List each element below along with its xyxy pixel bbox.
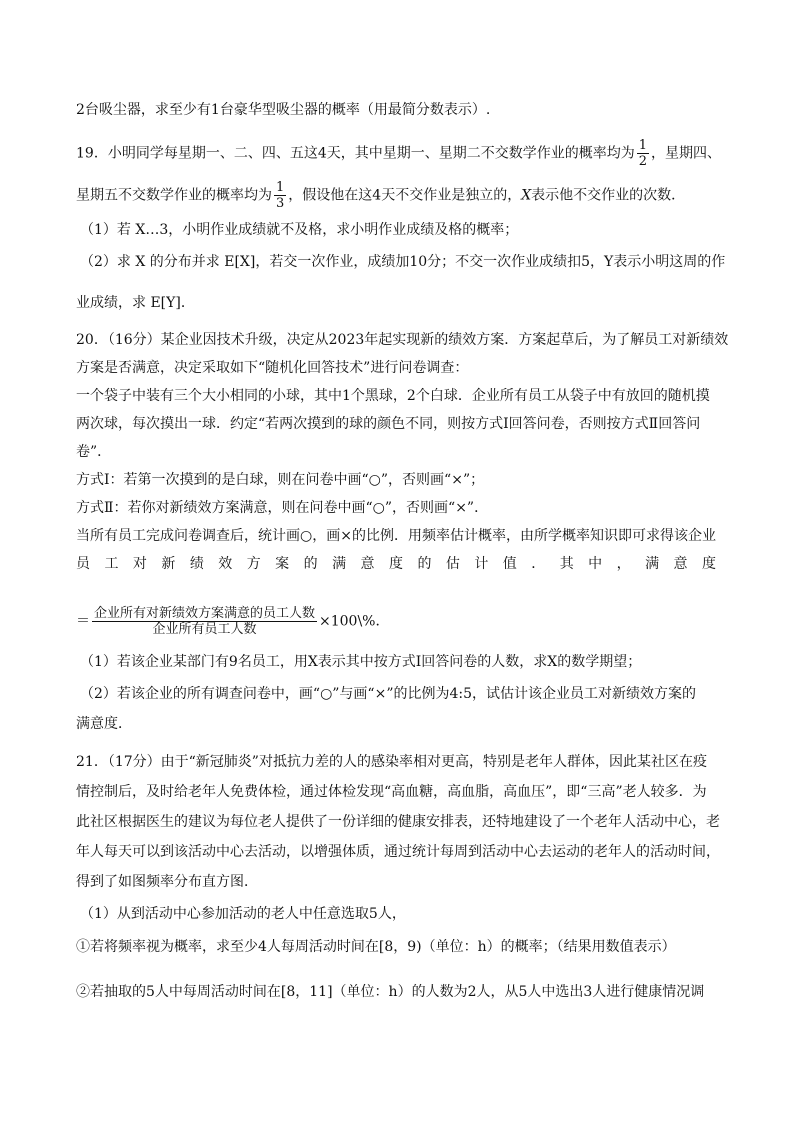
q20-line-2: 方案是否满意，决定采取如下“随机化回答技术”进行问卷调查： — [76, 360, 469, 376]
fraction-denominator: 3 — [276, 196, 285, 211]
fraction-numerator: 1 — [638, 138, 648, 153]
fraction-numerator: 1 — [276, 180, 285, 195]
word: 度 — [388, 556, 403, 572]
equals-sign: ＝ — [76, 613, 90, 630]
word: 效 — [218, 556, 233, 572]
q19-text-c: 星期五不交数学作业的概率均为 — [76, 187, 272, 204]
word: 满 — [645, 556, 660, 572]
q20-satisfaction-formula — [76, 606, 390, 637]
q20-part-1: （1）若该企业某部门有9名员工，用X表示其中按方式Ⅰ回答问卷的人数，求X的数学期望； — [80, 654, 642, 670]
q21-line-4: 年人每天可以到该活动中心去活动，以增强体质，通过统计每周到活动中心去运动的老年人的活动时间， — [76, 844, 720, 860]
word: 方 — [246, 556, 261, 572]
q21-sub-2: ②若抽取的5人中每周活动时间在[8，11]（单位：h）的人数为2人，从5人中选出3人进行健康情况调 — [76, 984, 705, 1000]
word: ， — [616, 556, 631, 572]
fraction-numerator: 企业所有对新绩效方案满意的员工人数 — [94, 606, 316, 621]
word: 估 — [445, 556, 460, 572]
q20-line-9 — [76, 554, 716, 574]
word: 意 — [673, 556, 688, 572]
word: ． — [531, 556, 546, 572]
q20-method-1: 方式Ⅰ：若第一次摸到的是白球，则在问卷中画“○”，否则画“×”； — [76, 472, 485, 488]
word: 意 — [360, 556, 375, 572]
word: 案 — [275, 556, 290, 572]
satisfaction-fraction — [92, 606, 317, 637]
variable-x: X — [521, 187, 532, 204]
word: 绩 — [189, 556, 204, 572]
q21-line-2: 情控制后，及时给老年人免费体检，通过体检发现“高血糖，高血脂，高血压”，即“三高”老人较多．为 — [76, 784, 707, 800]
fraction-one-half — [637, 138, 649, 169]
word: 其 — [559, 556, 574, 572]
word: 中 — [588, 556, 603, 572]
fraction-denominator: 企业所有员工人数 — [152, 622, 257, 637]
word: 对 — [132, 556, 147, 572]
word: 工 — [104, 556, 119, 572]
word: 的 — [303, 556, 318, 572]
word: 的 — [417, 556, 432, 572]
q20-line-5: 卷”． — [76, 444, 112, 460]
q20-line-8: 当所有员工完成问卷调查后，统计画○，画×的比例．用频率估计概率，由所学概率知识即可求得该企业 — [76, 528, 716, 544]
q20-part-2: （2）若该企业的所有调查问卷中，画“○”与画“×”的比例为4:5，试估计该企业员工对新绩效方案的 — [80, 686, 697, 702]
q19-part-2: （2）求 X 的分布并求 E[X]，若交一次作业，成绩加10分；不交一次作业成绩扣5，Y表示小明这周的作 — [80, 254, 726, 270]
word: 员 — [76, 556, 90, 572]
fraction-denominator: 2 — [638, 154, 648, 169]
word: 值 — [502, 556, 517, 572]
q19-line-1 — [76, 138, 721, 169]
q19-text-f: 表示他不交作业的次数． — [531, 187, 686, 204]
q21-line-5: 得到了如图频率分布直方图． — [76, 874, 258, 890]
q19-text-a: 19．小明同学每星期一、二、四、五这4天，其中星期一、星期二不交数学作业的概率均为 — [76, 145, 635, 162]
q19-text-b: ，星期四、 — [651, 145, 722, 162]
word: 新 — [161, 556, 176, 572]
q21-line-1: 21．（17分）由于“新冠肺炎”对抵抗力差的人的感染率相对更高，特别是老年人群体，因此某社区在疫 — [76, 754, 707, 770]
q19-line-2 — [76, 180, 685, 211]
q21-sub-1: ①若将频率视为概率，求至少4人每周活动时间在[8，9)（单位：h）的概率；（结果用数值表示） — [76, 939, 676, 955]
q20-line-1: 20．（16分）某企业因技术升级，决定从2023年起实现新的绩效方案．方案起草后，为了解员工对新绩效 — [76, 332, 729, 348]
q20-part-2-cont: 满意度． — [76, 716, 132, 732]
word: 度 — [701, 556, 716, 572]
q21-part-1: （1）从到活动中心参加活动的老人中任意选取5人， — [80, 906, 406, 922]
prev-question-tail: 2台吸尘器，求至少有1台豪华型吸尘器的概率（用最简分数表示）. — [76, 102, 491, 118]
q20-line-3: 一个袋子中装有三个大小相同的小球，其中1个黑球，2个白球．企业所有员工从袋子中有放回的随机摸 — [76, 388, 710, 404]
word: 满 — [332, 556, 347, 572]
fraction-one-third — [274, 180, 286, 211]
formula-tail: ×100\%． — [319, 613, 390, 630]
q20-method-2: 方式Ⅱ：若你对新绩效方案满意，则在问卷中画“○”，否则画“×”． — [76, 500, 489, 516]
q21-line-3: 此社区根据医生的建议为每位老人提供了一份详细的健康安排表，还特地建设了一个老年人活动中心，老 — [76, 814, 720, 830]
q20-line-4: 两次球，每次摸出一球．约定“若两次摸到的球的颜色不同，则按方式Ⅰ回答问卷，否则按方式Ⅱ回答问 — [76, 416, 701, 432]
q19-part-2-cont: 业成绩，求 E[Y]． — [76, 295, 195, 311]
q19-part-1: （1）若 X…3，小明作业成绩就不及格，求小明作业成绩及格的概率； — [80, 222, 519, 238]
q19-text-d: ，假设他在这4天不交作业是独立的， — [288, 187, 522, 204]
word: 计 — [474, 556, 489, 572]
